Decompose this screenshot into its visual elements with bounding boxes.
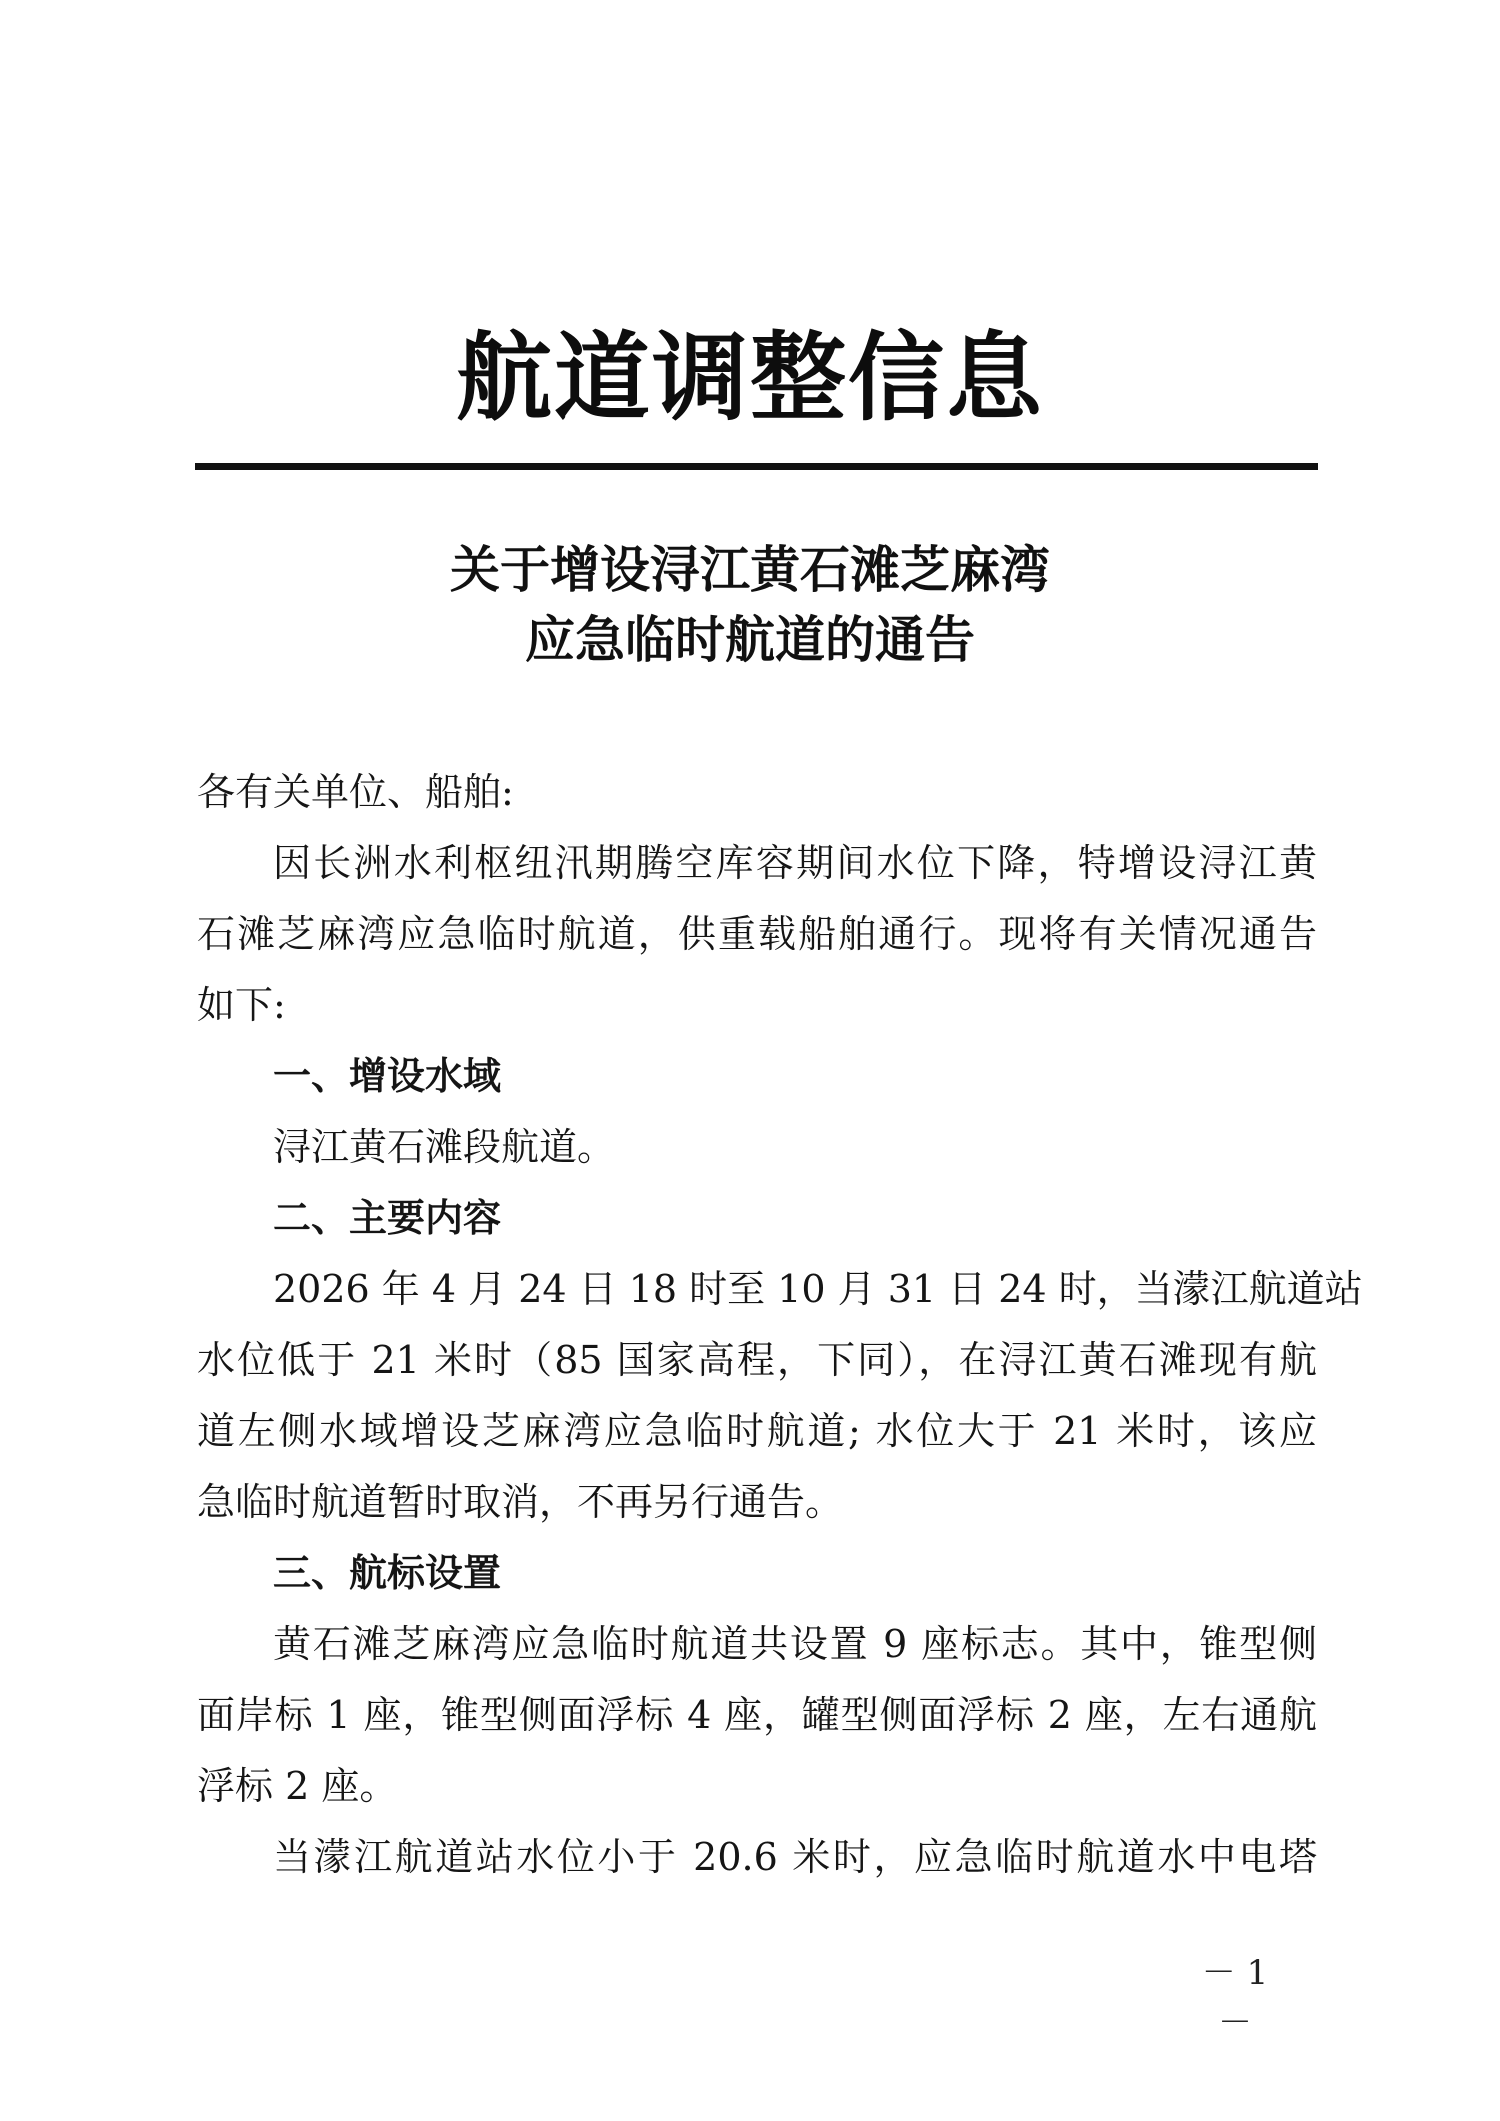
notice-title-line: 关于增设浔江黄石滩芝麻湾 xyxy=(450,541,1050,599)
intro-line: 如下: xyxy=(197,983,286,1027)
paragraph-line: 道左侧水域增设芝麻湾应急临时航道; 水位大于 21 米时，该应 xyxy=(197,1409,1317,1453)
masthead-divider xyxy=(195,463,1318,470)
page-number: － 1 － xyxy=(1201,1953,1269,2043)
intro-line: 石滩芝麻湾应急临时航道，供重载船舶通行。现将有关情况通告 xyxy=(197,912,1317,956)
paragraph-line: 黄石滩芝麻湾应急临时航道共设置 9 座标志。其中，锥型侧 xyxy=(273,1622,1317,1666)
section-heading: 一、增设水域 xyxy=(273,1054,502,1098)
section-heading: 二、主要内容 xyxy=(273,1196,502,1240)
masthead-title: 航道调整信息 xyxy=(456,322,1044,434)
section-heading: 三、航标设置 xyxy=(273,1551,502,1595)
notice-title-line: 应急临时航道的通告 xyxy=(525,611,975,669)
paragraph-line: 急临时航道暂时取消，不再另行通告。 xyxy=(197,1480,844,1524)
salutation: 各有关单位、船舶: xyxy=(197,770,514,814)
paragraph-line: 面岸标 1 座，锥型侧面浮标 4 座，罐型侧面浮标 2 座，左右通航 xyxy=(197,1693,1317,1737)
paragraph-line: 当濛江航道站水位小于 20.6 米时，应急临时航道水中电塔 xyxy=(273,1835,1317,1879)
paragraph-line: 2026 年 4 月 24 日 18 时至 10 月 31 日 24 时，当濛江航道站 xyxy=(273,1267,1363,1311)
paragraph-line: 浮标 2 座。 xyxy=(197,1764,398,1808)
intro-line: 因长洲水利枢纽汛期腾空库容期间水位下降，特增设浔江黄 xyxy=(273,841,1317,885)
paragraph-line: 水位低于 21 米时（85 国家高程，下同），在浔江黄石滩现有航 xyxy=(197,1338,1317,1382)
paragraph-line: 浔江黄石滩段航道。 xyxy=(273,1125,616,1169)
